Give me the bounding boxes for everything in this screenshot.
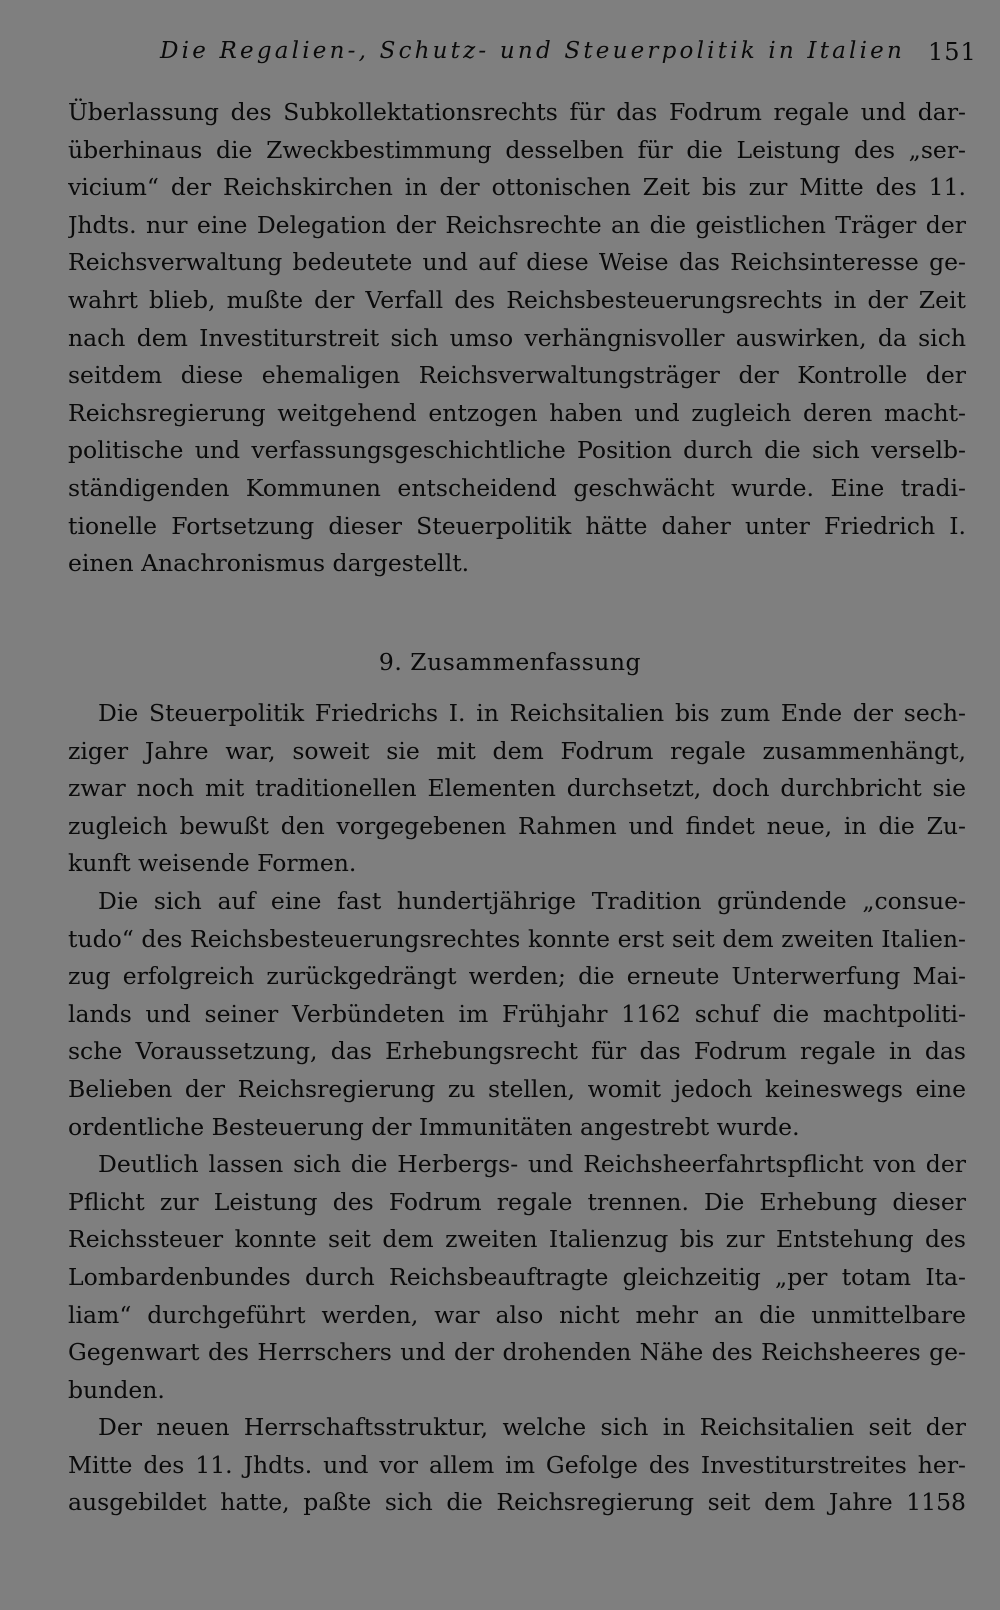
text-line: Gegenwart des Herrschers und der drohenden Nähe des Reichsheeres ge-: [68, 1338, 966, 1367]
text-line: überhinaus die Zweckbestimmung desselben für die Leistung des „ser-: [68, 135, 966, 164]
intro-paragraph: [68, 94, 966, 583]
text-line: zugleich bewußt den vorgegebenen Rahmen und findet neue, in die Zu-: [68, 811, 966, 840]
text-line: Überlassung des Subkollektationsrechts für das Fodrum regale und dar-: [68, 98, 966, 126]
section-heading: 9. Zusammenfassung: [378, 648, 642, 676]
text-line: bunden.: [68, 1375, 165, 1404]
text-line: tudo“ des Reichsbesteuerungsrechtes konnte erst seit dem zweiten Italien-: [68, 924, 966, 953]
text-line: lands und seiner Verbündeten im Frühjahr 1162 schuf die machtpoliti-: [68, 999, 966, 1028]
text-line: zwar noch mit traditionellen Elementen durchsetzt, doch durchbricht sie: [68, 774, 966, 803]
text-line: ständigenden Kommunen entscheidend geschwächt wurde. Eine tradi-: [68, 473, 966, 502]
text-line: Reichsregierung weitgehend entzogen haben und zugleich deren macht-: [68, 398, 966, 427]
section-body: [68, 695, 966, 1522]
text-line: Die Steuerpolitik Friedrichs I. in Reichsitalien bis zum Ende der sech-: [98, 699, 966, 727]
text-line: Die sich auf eine fast hundertjährige Tradition gründende „consue-: [98, 886, 966, 915]
text-line: kunft weisende Formen.: [68, 849, 357, 878]
text-line: Reichsverwaltung bedeutete und auf diese Weise das Reichsinteresse ge-: [68, 248, 966, 277]
text-line: Jhdts. nur eine Delegation der Reichsrechte an die geistlichen Träger der: [68, 210, 966, 239]
text-line: tionelle Fortsetzung dieser Steuerpolitik hätte daher unter Friedrich I.: [68, 511, 966, 540]
paragraph: [68, 883, 966, 1146]
text-line: ausgebildet hatte, paßte sich die Reichsregierung seit dem Jahre 1158: [68, 1488, 966, 1517]
text-line: ziger Jahre war, soweit sie mit dem Fodrum regale zusammenhängt,: [68, 736, 966, 765]
running-title: Die Regalien-, Schutz- und Steuerpolitik in Italien: [160, 38, 905, 64]
text-line: nach dem Investiturstreit sich umso verhängnisvoller auswirken, da sich: [68, 323, 966, 352]
text-line: Deutlich lassen sich die Herbergs- und Reichsheerfahrtspflicht von der: [98, 1150, 966, 1179]
text-line: Belieben der Reichsregierung zu stellen, womit jedoch keineswegs eine: [68, 1074, 966, 1103]
text-line: Reichssteuer konnte seit dem zweiten Italienzug bis zur Entstehung des: [68, 1225, 966, 1254]
text-line: einen Anachronismus dargestellt.: [68, 549, 470, 578]
text-line: Lombardenbundes durch Reichsbeauftragte gleichzeitig „per totam Ita-: [68, 1262, 966, 1291]
text-line: wahrt blieb, mußte der Verfall des Reichsbesteuerungsrechts in der Zeit: [68, 285, 966, 314]
text-line: vicium“ der Reichskirchen in der ottonischen Zeit bis zur Mitte des 11.: [68, 173, 966, 202]
page-number: 151: [928, 38, 977, 66]
text-line: politische und verfassungsgeschichtliche Position durch die sich verselb-: [68, 436, 966, 465]
text-line: Mitte des 11. Jhdts. und vor allem im Gefolge des Investiturstreites her-: [68, 1450, 966, 1479]
text-line: seitdem diese ehemaligen Reichsverwaltungsträger der Kontrolle der: [68, 361, 966, 390]
text-line: liam“ durchgeführt werden, war also nicht mehr an die unmittelbare: [68, 1300, 966, 1329]
text-line: ordentliche Besteuerung der Immunitäten angestrebt wurde.: [68, 1112, 800, 1141]
text-line: sche Voraussetzung, das Erhebungsrecht für das Fodrum regale in das: [68, 1037, 966, 1066]
paragraph: [68, 1409, 966, 1522]
text-line: Der neuen Herrschaftsstruktur, welche sich in Reichsitalien seit der: [98, 1413, 966, 1442]
paragraph: [68, 695, 966, 883]
paragraph: [68, 1146, 966, 1409]
text-line: Pflicht zur Leistung des Fodrum regale trennen. Die Erhebung dieser: [68, 1187, 966, 1216]
text-line: zug erfolgreich zurückgedrängt werden; die erneute Unterwerfung Mai-: [68, 962, 966, 991]
